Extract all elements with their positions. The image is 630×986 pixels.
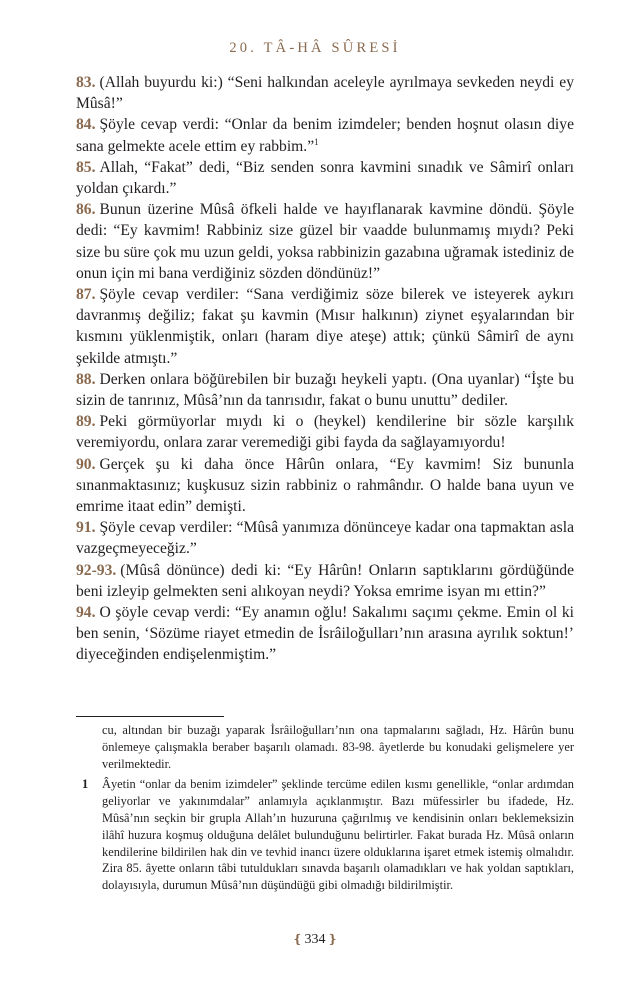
footnote-1 <box>76 776 574 894</box>
verse-text: Derken onlara böğürebilen bir buzağı heykeli yaptı. (Ona uyanlar) “İşte bu sizin de tanrınız, Mûsâ’nın da tanrısıdır, fakat o bunu unuttu” dediler. <box>76 370 574 410</box>
page-number-value: 334 <box>304 932 326 947</box>
footnote-reference[interactable]: 1 <box>314 136 319 147</box>
footnote-text: Âyetin “onlar da benim izimdeler” şeklinde tercüme edilen kısmı genellikle, “onlar ardımdan geliyorlar ve yakınımdalar” anlamıyla açıklanmıştır. Bazı müfessirler bu ifadede, Hz. Mûsâ’nın seçkin bir grupla Allah’ın huzuruna çağırılmış ve kendisinin onları beklemeksizin ilâhî huzura koşmuş olduğuna delâlet bulunduğunu belirtirler. Fakat burada Hz. Mûsâ onların kendilerine bildirilen hak din ve tevhid inancı üzere olduklarına işaret etmek istemiş olmalıdır. Zira 85. âyette onların tâbi tutuldukları sınavda başarılı olamadıkları ve hak yoldan saptıkları, dolayısıyla, durumun Mûsâ’nın düşündüğü gibi olmadığı bildirilmiştir. <box>102 777 574 893</box>
verse-list <box>76 72 574 666</box>
verse-number: 84. <box>76 116 96 134</box>
verse-90 <box>76 454 574 518</box>
running-header: 20. TÂ-HÂ SÛRESİ <box>229 40 401 56</box>
footnote-divider <box>76 716 224 717</box>
verse-number: 91. <box>76 519 96 537</box>
footnotes <box>76 722 574 898</box>
verse-number: 94. <box>76 604 96 622</box>
page-number <box>0 932 630 948</box>
verse-number: 87. <box>76 286 96 304</box>
verse-83 <box>76 72 574 114</box>
verse-88 <box>76 369 574 411</box>
verse-87 <box>76 284 574 369</box>
verse-number: 86. <box>76 201 96 219</box>
verse-text: Gerçek şu ki daha önce Hârûn onlara, “Ey kavmim! Siz bununla sınanmaktasınız; kuşkusuz sizin rabbiniz o rahmândır. O halde bana uyun ve emrime itaat edin” demişti. <box>76 455 574 516</box>
verse-86 <box>76 199 574 284</box>
verse-text: Şöyle cevap verdi: “Onlar da benim izimdeler; benden hoşnut olasın diye sana gelmekte acele ettim ey rabbim.” <box>76 116 574 155</box>
verse-text: Şöyle cevap verdiler: “Mûsâ yanımıza dönünceye kadar ona tapmaktan asla vazgeçmeyeceğiz.” <box>76 519 574 558</box>
verse-84 <box>76 114 574 156</box>
verse-91 <box>76 517 574 559</box>
verse-number: 88. <box>76 370 96 388</box>
footnote-continued <box>76 722 574 772</box>
verse-92-93 <box>76 560 574 602</box>
verse-85 <box>76 157 574 199</box>
verse-text: Bunun üzerine Mûsâ öfkeli halde ve hayıflanarak kavmine döndü. Şöyle dedi: “Ey kavmim! Rabbiniz size güzel bir vaadde bulunmamış mıydı? Peki size bu süre çok mu uzun geldi, yoksa rabbinizin gazabına uğramak istediniz de onun için mi bana verdiğiniz sözden döndünüz!” <box>76 201 574 282</box>
verse-text: Şöyle cevap verdiler: “Sana verdiğimiz söze bilerek ve isteyerek aykırı davranmış değiliz; fakat şu kavmin (Mısır halkının) ziynet eşyalarından bir kısmını yüklenmiştik, onları (haram diye ateşe) attık; çünkü Sâmirî de aynı şekilde atmıştı.” <box>76 286 574 367</box>
verse-94 <box>76 602 574 666</box>
footnote-text: cu, altından bir buzağı yaparak İsrâiloğulları’nın ona tapmalarını sağladı, Hz. Hârûn bunu önlemeye çalışmakla beraber başarılı olamadı. 83-98. âyetlerde bu konudaki gelişmelere yer verilmektedir. <box>102 723 574 771</box>
left-ornament-icon: ❴ <box>292 932 303 946</box>
verse-text: (Mûsâ dönünce) dedi ki: “Ey Hârûn! Onların saptıklarını gördüğünde beni izleyip gelmekten seni alıkoyan neydi? Yoksa emrime isyan mı ettin?” <box>76 561 574 600</box>
verse-number: 85. <box>76 158 96 176</box>
verse-text: (Allah buyurdu ki:) “Seni halkından aceleyle ayrılmaya sevkeden neydi ey Mûsâ!” <box>76 74 574 113</box>
verse-number: 90. <box>76 455 96 473</box>
verse-text: Allah, “Fakat” dedi, “Biz senden sonra kavmini sınadık ve Sâmirî onları yoldan çıkardı.” <box>76 158 574 198</box>
verse-text: O şöyle cevap verdi: “Ey anamın oğlu! Sakalımı saçımı çekme. Emin ol ki ben senin, ‘Sözüme riayet etmedin de İsrâiloğulları’nın arasına ayrılık soktun!’ diyeceğinden endişelenmiştim.” <box>76 604 574 664</box>
verse-number: 89. <box>76 413 96 431</box>
verse-text: Peki görmüyorlar mıydı ki o (heykel) kendilerine bir sözle karşılık veremiyordu, onlara zarar veremediği gibi fayda da sağlayamıyordu! <box>76 413 574 452</box>
verse-number: 92-93. <box>76 561 117 579</box>
verse-number: 83. <box>76 74 96 91</box>
footnote-mark <box>76 722 102 772</box>
verse-89 <box>76 411 574 453</box>
right-ornament-icon: ❵ <box>327 932 338 946</box>
footnote-mark: 1 <box>82 777 89 792</box>
